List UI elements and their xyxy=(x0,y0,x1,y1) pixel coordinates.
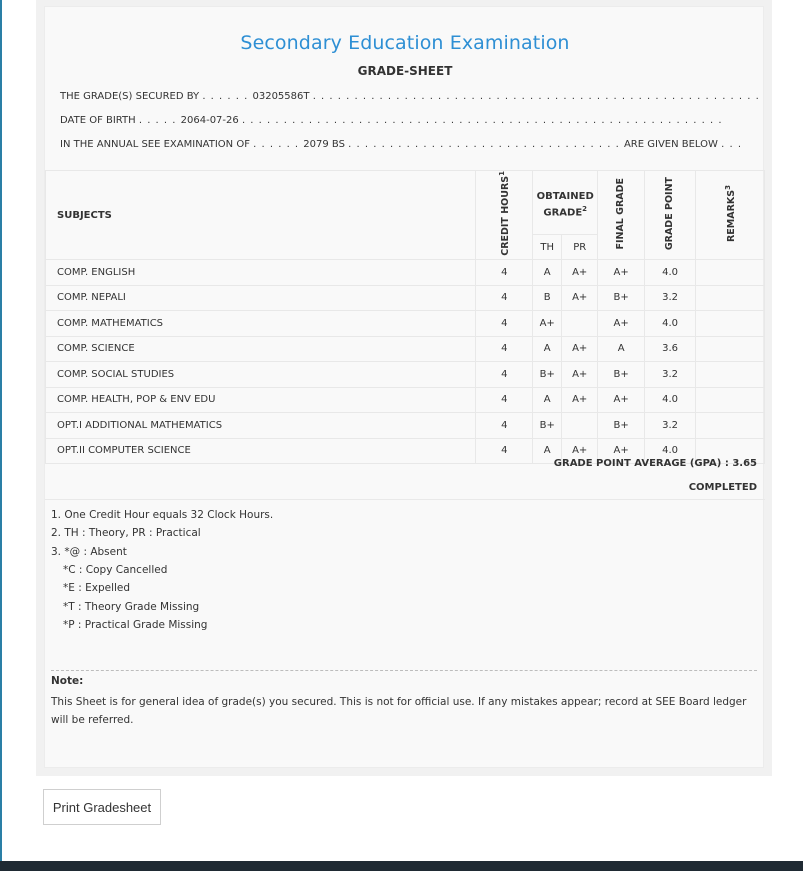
note-text: This Sheet is for general idea of grade(s) you secured. This is not for official use. If any mistakes appear; record at SEE Board ledger will be referred. xyxy=(51,696,747,726)
divider xyxy=(45,499,765,500)
table-row: OPT.I ADDITIONAL MATHEMATICS 4 B+ B+ 3.2 xyxy=(46,413,765,439)
sheet-subtitle: GRADE-SHEET xyxy=(357,64,453,78)
header-pr: PR xyxy=(562,235,598,260)
page-title: Secondary Education Examination xyxy=(240,32,570,54)
table-row: COMP. ENGLISH 4 A A+ A+ 4.0 xyxy=(46,260,765,286)
header-grade-point: GRADE POINT xyxy=(645,171,696,260)
gradesheet-container xyxy=(36,0,772,776)
left-border xyxy=(0,0,2,871)
header-subjects: SUBJECTS xyxy=(46,171,476,260)
result-status: COMPLETED xyxy=(688,482,757,493)
footnote-1: 1. One Credit Hour equals 32 Clock Hours. xyxy=(51,509,274,521)
table-row: COMP. SOCIAL STUDIES 4 B+ A+ B+ 3.2 xyxy=(46,362,765,388)
header-credit-hours: CREDIT HOURS$^1$ xyxy=(476,171,533,260)
secured-by-label: THE GRADE(S) SECURED BY xyxy=(60,91,200,102)
dob-value: 2064-07-26 xyxy=(180,115,239,126)
footnote-7: *P : Practical Grade Missing xyxy=(63,619,208,631)
exam-value: 2079 BS xyxy=(303,139,345,150)
info-dob: DATE OF BIRTH . . . . . 2064-07-26 . . . . . . . . . . . . . . . . . . . . . . . . . . . . . . . . . . . . . . . . . . . . . . . . . . . . . . . . . . xyxy=(60,115,723,126)
note-label: Note: xyxy=(51,675,84,687)
info-exam: IN THE ANNUAL SEE EXAMINATION OF . . . . . . 2079 BS . . . . . . . . . . . . . . . . . . . . . . . . . . . . . . . . . ARE GIVEN BELOW . . . xyxy=(60,139,743,150)
header-final-grade: FINAL GRADE xyxy=(598,171,645,260)
exam-label: IN THE ANNUAL SEE EXAMINATION OF xyxy=(60,139,250,150)
footnote-6: *T : Theory Grade Missing xyxy=(63,601,200,613)
table-row: COMP. NEPALI 4 B A+ B+ 3.2 xyxy=(46,285,765,311)
table-row: OPT.II COMPUTER SCIENCE 4 A A+ A+ 4.0 xyxy=(46,438,765,464)
gpa-summary: GRADE POINT AVERAGE (GPA) : 3.65 xyxy=(553,458,757,469)
footer-bar xyxy=(0,861,803,871)
secured-by-value: 03205586T xyxy=(252,91,310,102)
grades-table xyxy=(45,170,765,464)
footnote-4: *C : Copy Cancelled xyxy=(63,564,168,576)
print-gradesheet-button[interactable]: Print Gradesheet xyxy=(43,789,161,825)
header-remarks: REMARKS$^3$ xyxy=(696,171,765,260)
dob-label: DATE OF BIRTH xyxy=(60,115,136,126)
info-secured-by: THE GRADE(S) SECURED BY . . . . . . 03205586T . . . . . . . . . . . . . . . . . . . . . . . . . . . . . . . . . . . . . . . . . . . . . . . . . . . . . . xyxy=(60,91,760,102)
exam-suffix: ARE GIVEN BELOW xyxy=(623,139,718,150)
header-obtained-grade: OBTAINED GRADE$^2$ xyxy=(533,171,598,235)
dashed-divider xyxy=(51,670,757,671)
table-row: COMP. MATHEMATICS 4 A+ A+ 4.0 xyxy=(46,311,765,337)
gradesheet-panel xyxy=(44,6,764,768)
table-row: COMP. SCIENCE 4 A A+ A 3.6 xyxy=(46,336,765,362)
footnote-3: 3. *@ : Absent xyxy=(51,546,127,558)
footnote-2: 2. TH : Theory, PR : Practical xyxy=(51,527,201,539)
table-row: COMP. HEALTH, POP & ENV EDU 4 A A+ A+ 4.0 xyxy=(46,387,765,413)
footnote-5: *E : Expelled xyxy=(63,582,131,594)
header-th: TH xyxy=(533,235,562,260)
